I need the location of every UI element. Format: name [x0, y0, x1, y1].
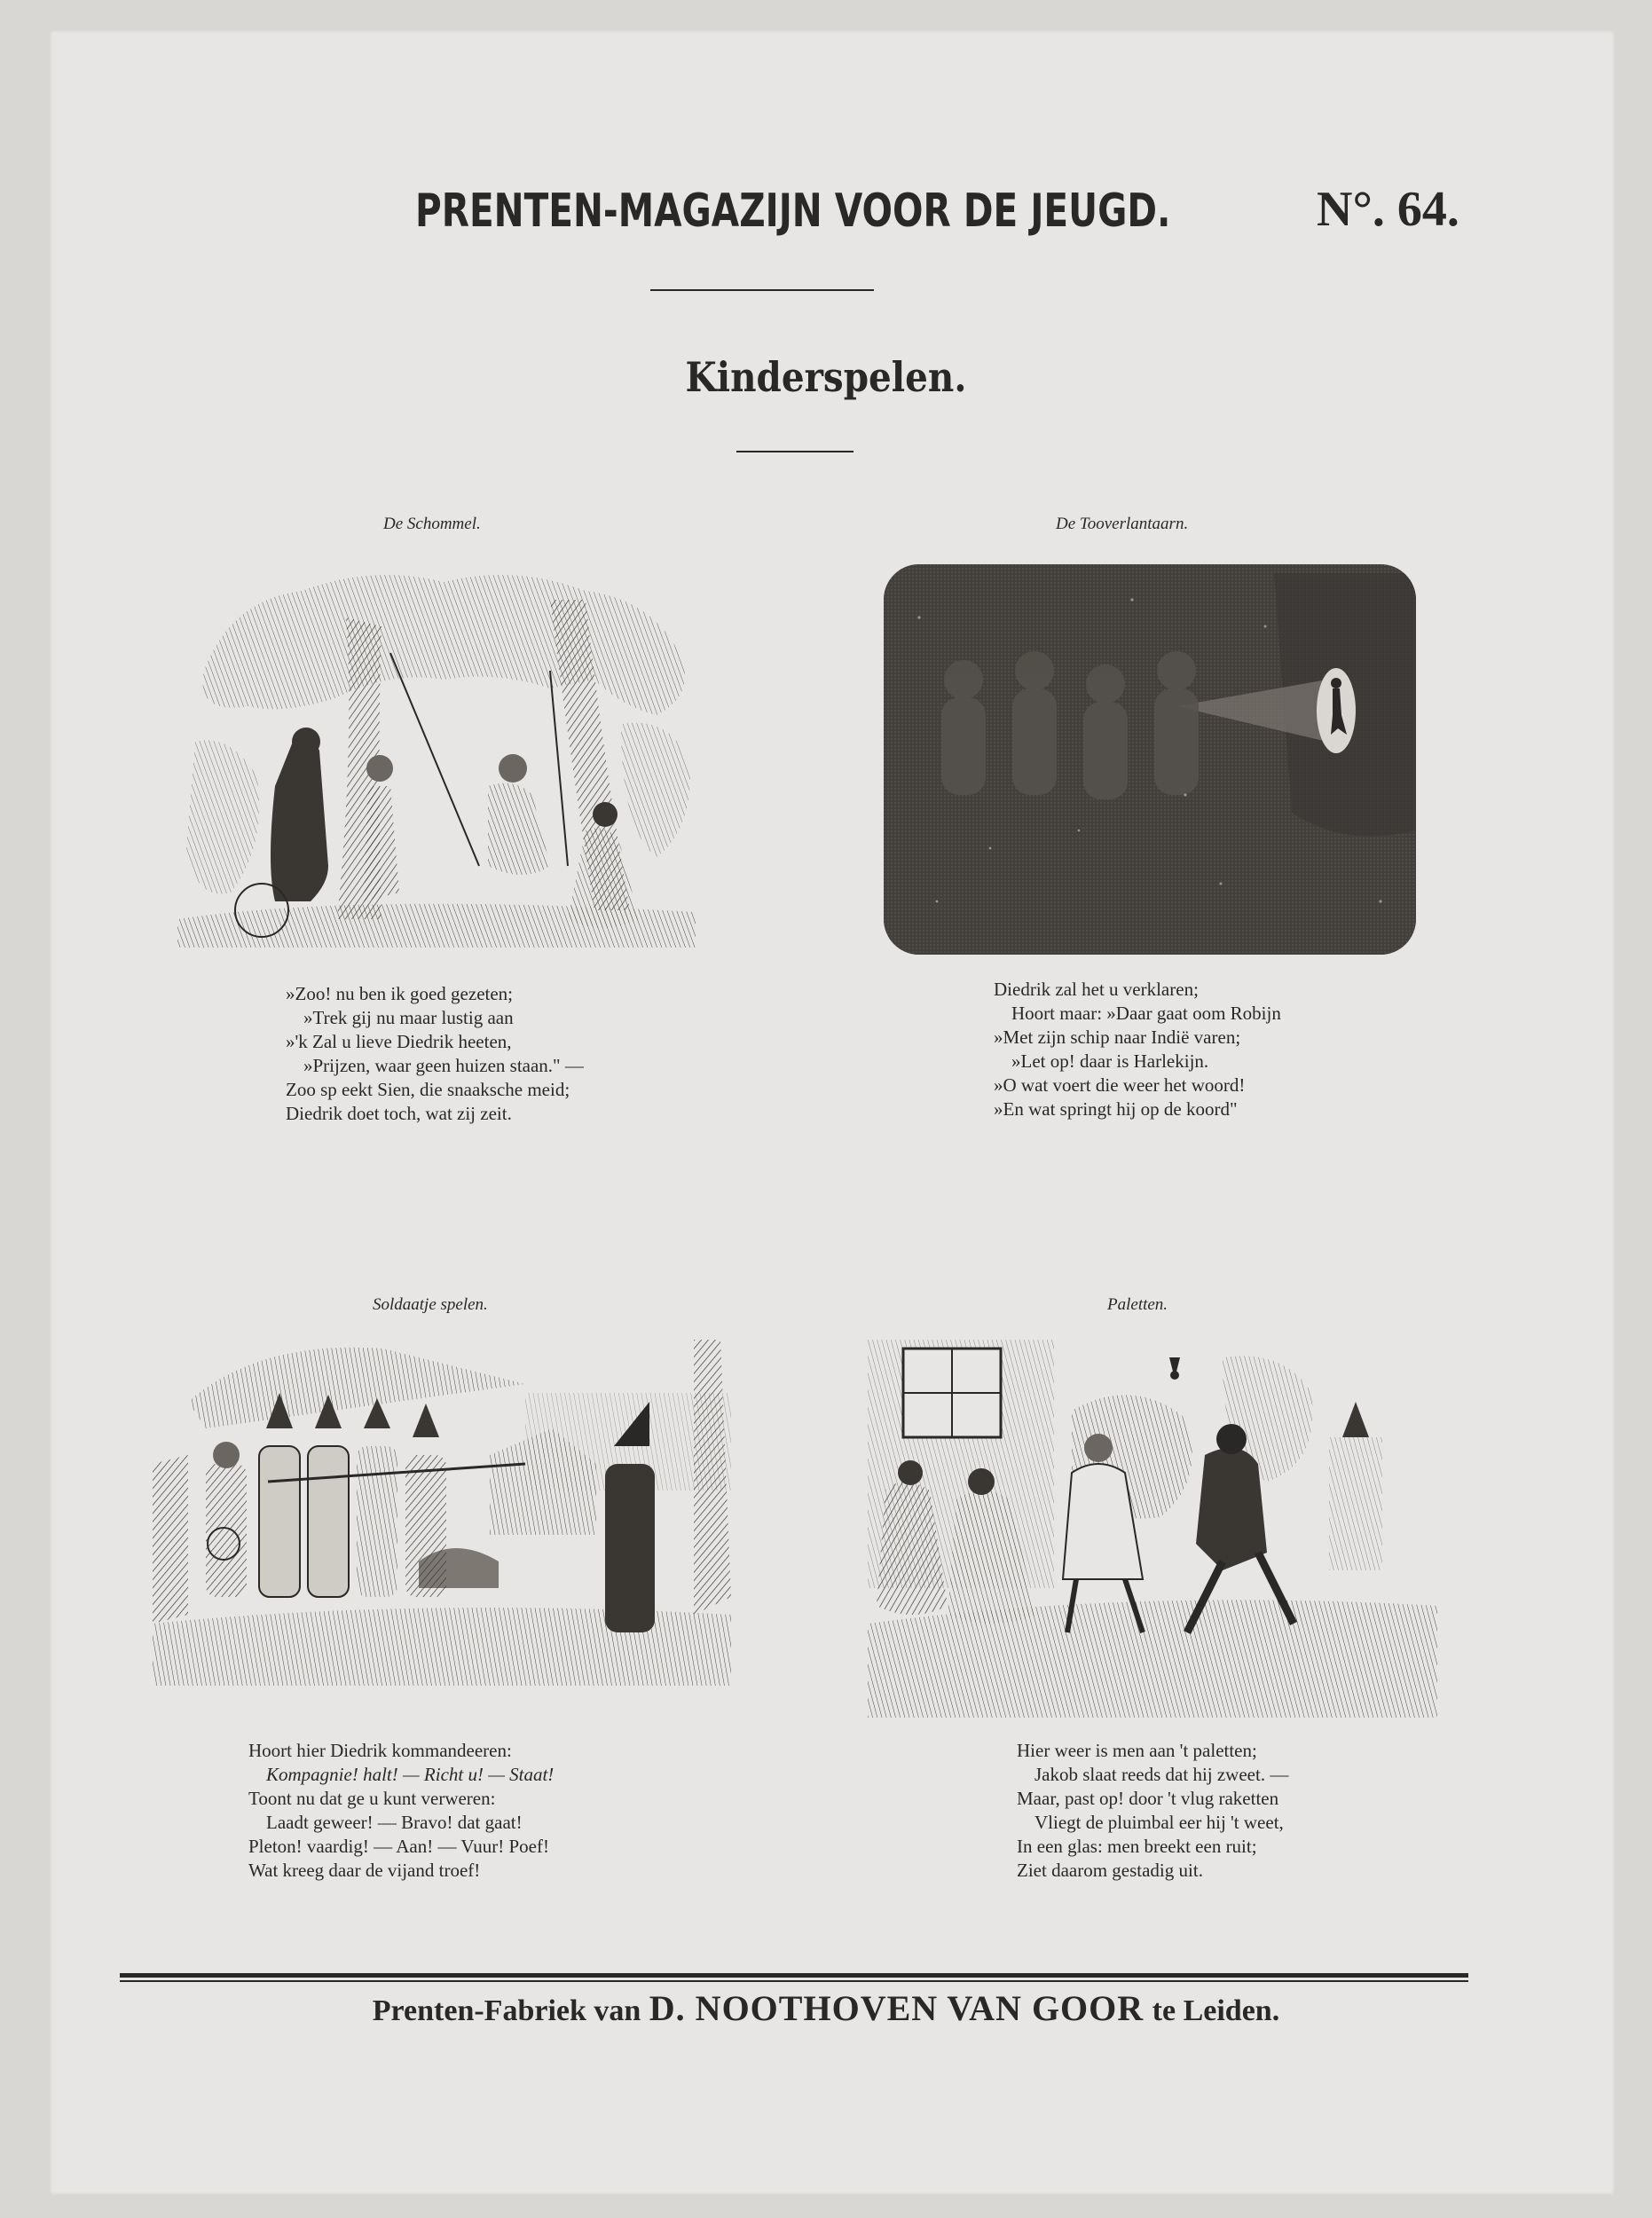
shuttlecock-engraving-icon — [868, 1340, 1437, 1718]
publisher-imprint — [0, 1987, 1652, 2029]
verse-line: Diedrik zal het u verklaren; — [994, 979, 1199, 1000]
panel-caption-soldaatje: Soldaatje spelen. — [373, 1295, 488, 1314]
panel-caption-paletten: Paletten. — [1107, 1295, 1168, 1314]
title-divider — [650, 289, 874, 291]
verse-line: Vliegt de pluimbal eer hij 't weet, — [1034, 1812, 1284, 1833]
verse-line: »Prijzen, waar geen huizen staan." — — [303, 1055, 584, 1076]
footer-rule-thin — [120, 1980, 1468, 1982]
verse-line: Jakob slaat reeds dat hij zweet. — — [1034, 1764, 1289, 1785]
verse-line: Diedrik doet toch, wat zij zeit. — [286, 1103, 512, 1124]
verse-line: Zoo sp eekt Sien, die snaaksche meid; — [286, 1079, 570, 1100]
verse-line: »'k Zal u lieve Diedrik heeten, — [286, 1031, 512, 1052]
soldiers-engraving-icon — [153, 1331, 731, 1686]
magazine-title: PRENTEN-MAGAZIJN VOOR DE JEUGD. — [415, 185, 1171, 238]
verse-line: »Trek gij nu maar lustig aan — [303, 1007, 514, 1028]
footer-rule-thick — [120, 1973, 1468, 1978]
swing-illustration — [177, 564, 696, 948]
verse-line: Ziet daarom gestadig uit. — [1017, 1860, 1203, 1881]
swing-engraving-icon — [177, 564, 696, 948]
imprint-publisher: D. NOOTHOVEN VAN GOOR — [649, 1988, 1145, 2028]
magic-lantern-engraving-icon — [884, 564, 1416, 955]
verse-line: Pleton! vaardig! — Aan! — Vuur! Poef! — [248, 1836, 549, 1857]
verse-line: In een glas: men breekt een ruit; — [1017, 1836, 1257, 1857]
verse-line: »O wat voert die weer het woord! — [994, 1074, 1246, 1096]
subtitle-divider — [736, 451, 854, 452]
imprint-prefix: Prenten-Fabriek van — [372, 1994, 641, 2027]
page-subtitle: Kinderspelen. — [685, 353, 967, 401]
verse-line: »Met zijn schip naar Indië varen; — [994, 1026, 1241, 1048]
issue-number-prefix: N°. — [1317, 182, 1385, 237]
verse-line: Toont nu dat ge u kunt verweren: — [248, 1788, 496, 1809]
verse-tooverlantaarn — [994, 978, 1281, 1121]
verse-line: »Zoo! nu ben ik goed gezeten; — [286, 983, 513, 1004]
magic-lantern-illustration — [884, 564, 1416, 955]
shuttlecock-illustration — [868, 1340, 1437, 1718]
verse-line: Kompagnie! halt! — Richt u! — Staat! — [266, 1764, 555, 1785]
issue-number-value: 64. — [1396, 182, 1459, 237]
verse-line: »Let op! daar is Harlekijn. — [1011, 1050, 1209, 1072]
verse-line: Wat kreeg daar de vijand troef! — [248, 1860, 481, 1881]
panel-caption-schommel: De Schommel. — [383, 515, 481, 533]
imprint-suffix: te Leiden. — [1152, 1994, 1280, 2027]
issue-number — [1317, 181, 1459, 238]
verse-line: Hier weer is men aan 't paletten; — [1017, 1740, 1257, 1761]
masthead — [0, 177, 1652, 248]
verse-line: Maar, past op! door 't vlug raketten — [1017, 1788, 1279, 1809]
verse-schommel — [286, 982, 584, 1126]
verse-paletten — [1017, 1739, 1288, 1883]
verse-soldaatje — [248, 1739, 554, 1883]
verse-line: »En wat springt hij op de koord" — [994, 1098, 1238, 1120]
verse-line: Hoort maar: »Daar gaat oom Robijn — [1011, 1003, 1281, 1024]
verse-line: Laadt geweer! — Bravo! dat gaat! — [266, 1812, 523, 1833]
soldiers-illustration — [153, 1331, 731, 1686]
verse-line: Hoort hier Diedrik kommandeeren: — [248, 1740, 512, 1761]
panel-caption-tooverlantaarn: De Tooverlantaarn. — [1056, 515, 1189, 533]
